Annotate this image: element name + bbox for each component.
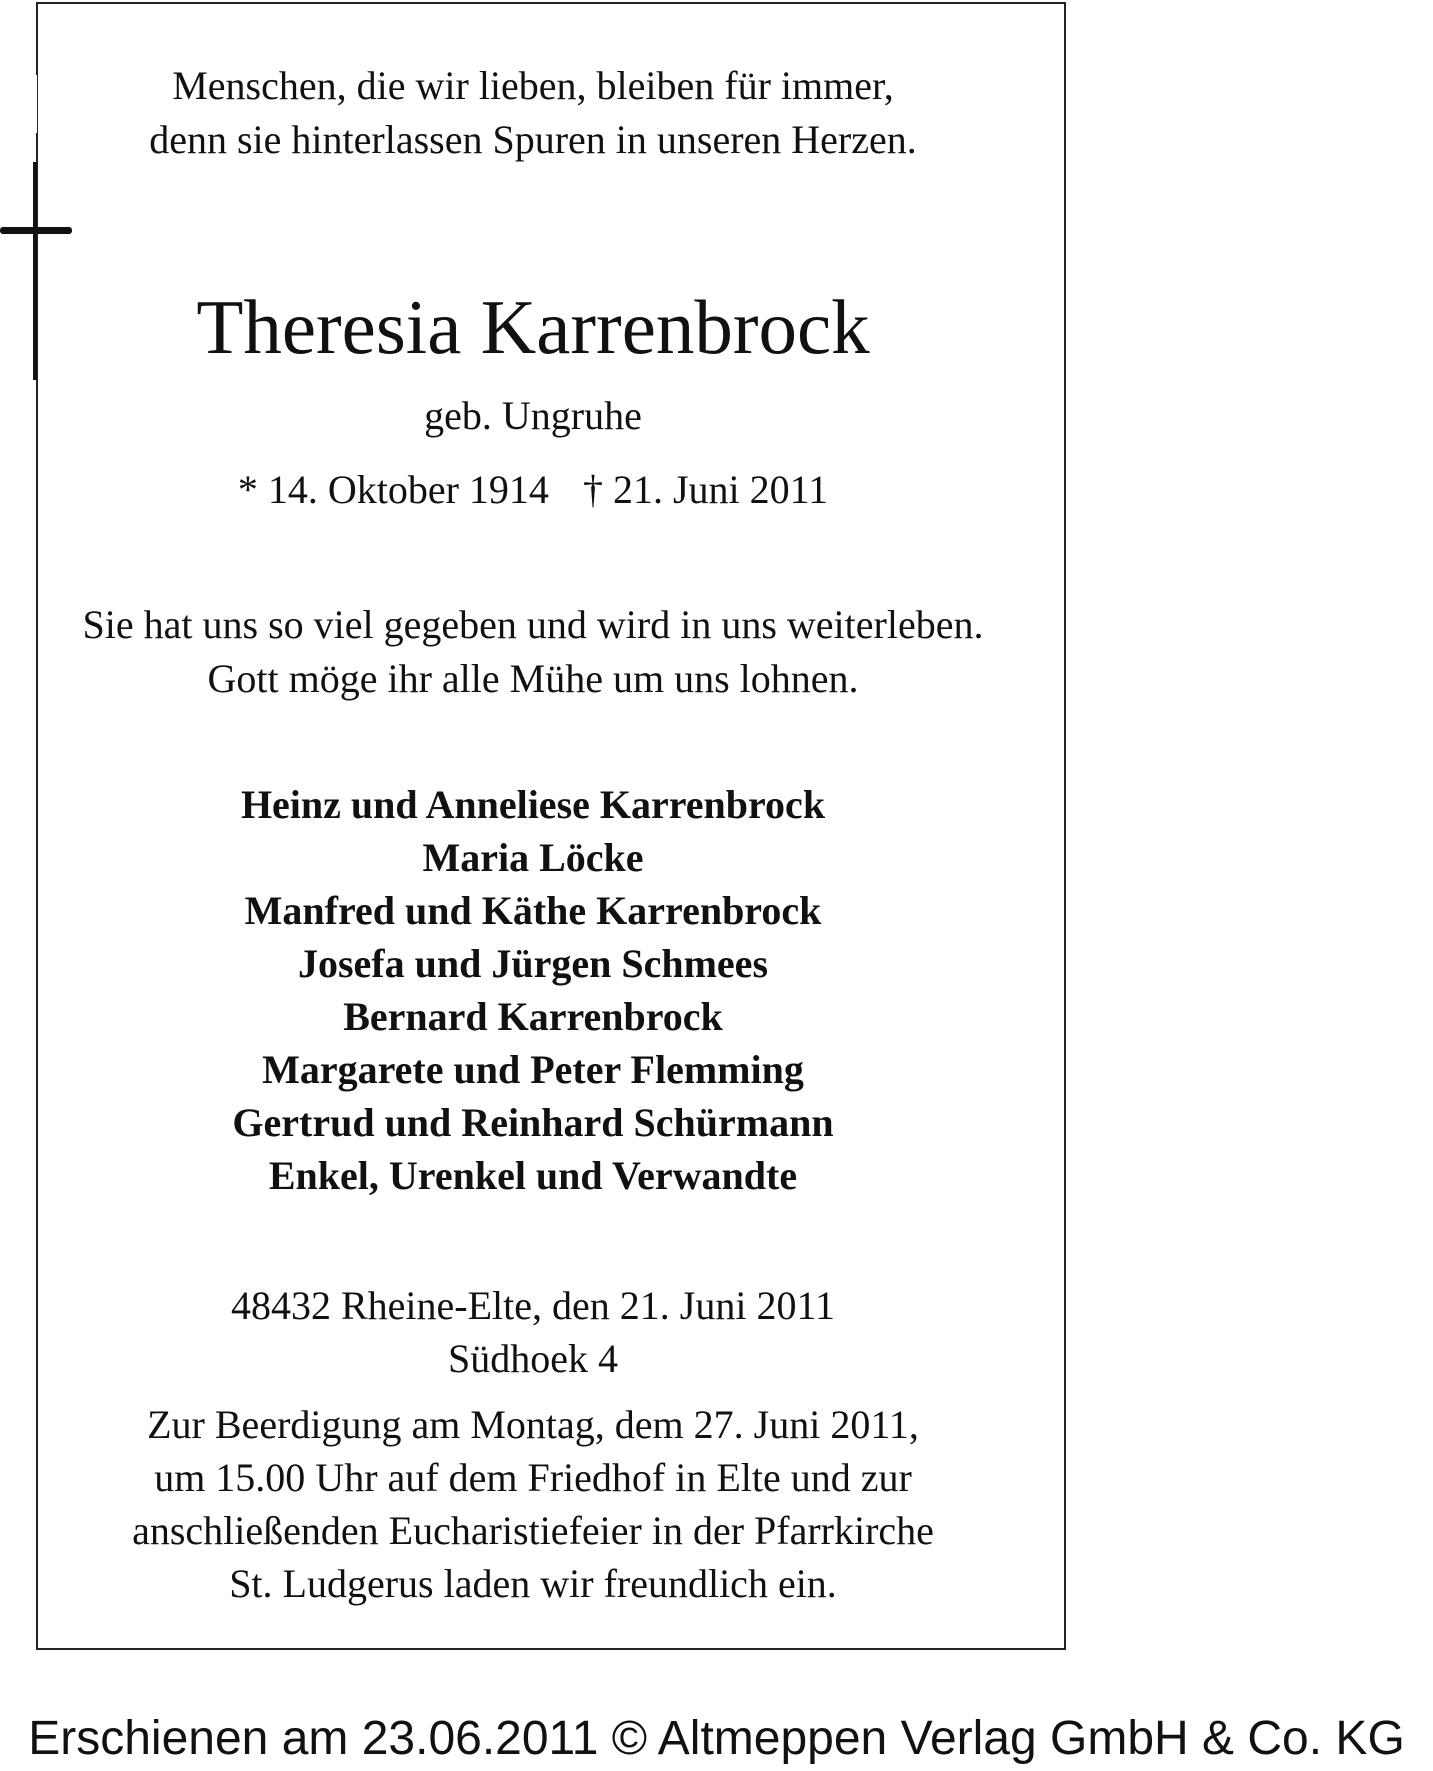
tribute-line-1: Sie hat uns so viel gegeben und wird in uns weiterleben. — [82, 602, 984, 647]
street-address: Südhoek 4 — [448, 1336, 618, 1381]
motto-line-2: denn sie hinterlassen Spuren in unseren Herzen. — [149, 117, 917, 162]
funeral-line-3: anschließenden Eucharistiefeier in der Pfarrkirche — [132, 1508, 934, 1553]
mourner-name: Heinz und Anneliese Karrenbrock — [240, 782, 826, 827]
publication-credit: Erschienen am 23.06.2011 © Altmeppen Verlag GmbH & Co. KG — [28, 1712, 1405, 1765]
deceased-name: Theresia Karrenbrock — [196, 284, 870, 370]
death-date: † 21. Juni 2011 — [582, 467, 829, 512]
mourner-name: Manfred und Käthe Karrenbrock — [244, 888, 822, 933]
life-dates — [0, 467, 1066, 512]
funeral-line-4: St. Ludgerus laden wir freundlich ein. — [229, 1561, 837, 1606]
motto-line-1: Menschen, die wir lieben, bleiben für immer, — [172, 63, 894, 108]
mourner-name: Margarete und Peter Flemming — [262, 1047, 804, 1092]
birth-name: geb. Ungruhe — [424, 393, 642, 438]
tribute-line-2: Gott möge ihr alle Mühe um uns lohnen. — [207, 656, 859, 701]
mourner-name: Gertrud und Reinhard Schürmann — [232, 1100, 834, 1145]
birth-date: * 14. Oktober 1914 — [237, 467, 549, 512]
funeral-line-1: Zur Beerdigung am Montag, dem 27. Juni 2011, — [147, 1402, 919, 1447]
place-and-date: 48432 Rheine-Elte, den 21. Juni 2011 — [231, 1283, 835, 1328]
mourner-name: Bernard Karrenbrock — [343, 994, 723, 1039]
cross-horizontal-bar — [0, 227, 72, 234]
mourner-name: Josefa und Jürgen Schmees — [297, 941, 769, 986]
mourner-name: Maria Löcke — [422, 835, 644, 880]
funeral-line-2: um 15.00 Uhr auf dem Friedhof in Elte und zur — [154, 1455, 912, 1500]
mourner-name: Enkel, Urenkel und Verwandte — [268, 1153, 798, 1198]
